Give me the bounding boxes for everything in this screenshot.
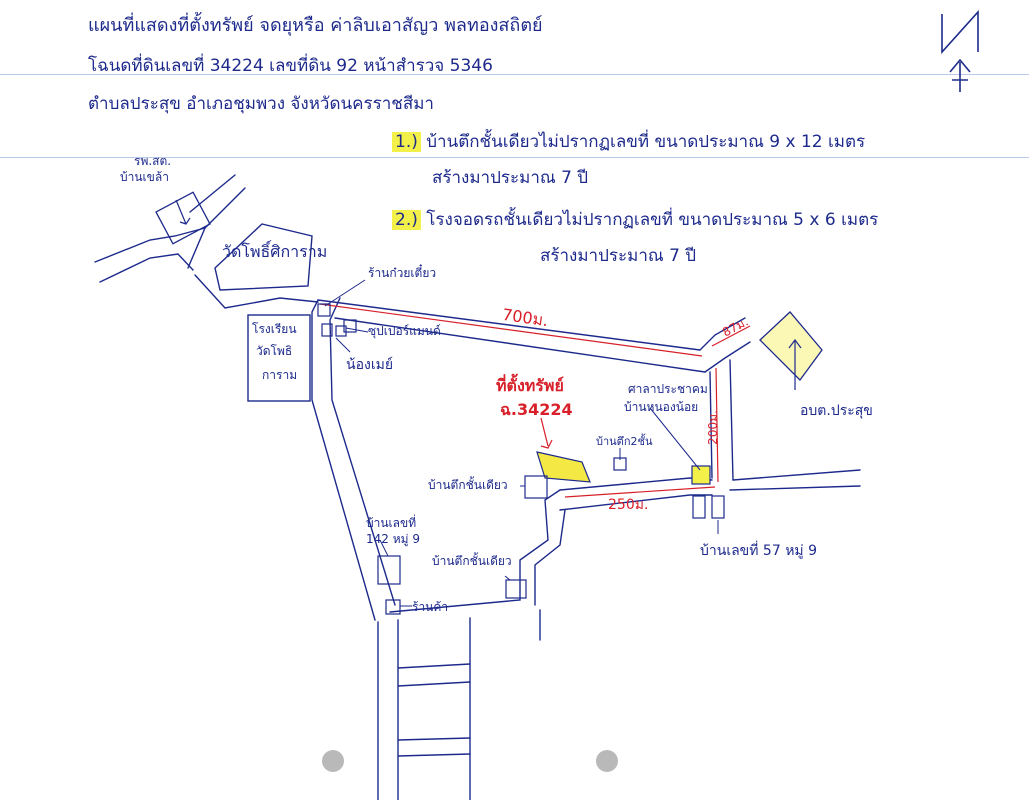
distance-200: 200ม.	[705, 410, 720, 445]
supermarket-label: ซุปเปอร์แมนด์	[368, 324, 441, 338]
note-1	[392, 128, 865, 155]
distance-700: 700ม.	[501, 304, 550, 331]
sao-label: อบต.ประสุข	[800, 403, 873, 419]
road-edge	[730, 486, 860, 490]
house-one-storey-label-2: บ้านตึกชั้นเดียว	[432, 554, 512, 568]
note-1-age: สร้างมาประมาณ 7 ปี	[432, 168, 589, 188]
village-hall-box	[692, 466, 710, 484]
nong-mei-label: น้องเมย์	[346, 357, 394, 373]
note-1-number: 1.)	[392, 132, 421, 152]
leader-line	[346, 328, 368, 332]
house-box	[525, 476, 547, 498]
road-edge	[398, 664, 470, 668]
village-hall-label-1: ศาลาประชาคม	[628, 382, 708, 396]
house-one-storey-label-1: บ้านตึกชั้นเดียว	[428, 478, 508, 492]
school-label-2: วัดโพธิ	[256, 344, 293, 358]
road-edge	[95, 228, 205, 262]
header-title: แผนที่แสดงที่ตั้งทรัพย์ จดยุหรือ ค่าลิบเอาสัญว พลทองสถิตย์	[88, 15, 543, 36]
leader-line	[336, 338, 350, 352]
village-hall-label-2: บ้านหนองน้อย	[624, 400, 699, 414]
distance-87: 87ม.	[720, 314, 751, 340]
note-2-text: โรงจอดรถชั้นเดียวไม่ปรากฏเลขที่ ขนาดประมาณ 5 x 6 เมตร	[426, 210, 879, 230]
note-2-age: สร้างมาประมาณ 7 ปี	[540, 246, 697, 266]
road-edge	[398, 738, 470, 740]
road-edge	[195, 275, 318, 308]
house-57-label: บ้านเลขที่ 57 หมู่ 9	[700, 543, 818, 559]
hospital-label-2: บ้านเขล้า	[120, 170, 169, 184]
road-edge	[100, 254, 193, 282]
arrow-icon	[176, 200, 190, 224]
two-storey-label: บ้านตึก2ชั้น	[596, 435, 653, 448]
road-edge	[398, 754, 470, 756]
temple-label: วัดโพธิ์ศิการาม	[222, 242, 328, 261]
house-142-label-1: บ้านเลขที่	[366, 516, 417, 530]
leader-line	[650, 408, 700, 470]
punch-hole	[322, 750, 344, 772]
road-edge	[535, 510, 565, 605]
road-edge	[312, 300, 375, 620]
noodle-shop-label: ร้านก๋วยเตี๋ยว	[368, 266, 437, 280]
note-2-number: 2.)	[392, 210, 421, 230]
property-label-1: ที่ตั้งทรัพย์	[496, 376, 564, 395]
road-edge	[398, 682, 470, 686]
house-box	[506, 580, 526, 598]
punch-hole	[596, 750, 618, 772]
north-arrow	[942, 12, 978, 92]
road-edge	[190, 175, 235, 212]
property-label-2: ฉ.34224	[500, 400, 573, 419]
note-1-text: บ้านตึกชั้นเดียวไม่ปรากฏเลขที่ ขนาดประมาณ 9 x 12 เมตร	[426, 132, 866, 152]
noodle-shop-box	[318, 304, 330, 316]
header-deed: โฉนดที่ดินเลขที่ 34224 เลขที่ดิน 92 หน้าสำรวจ 5346	[88, 56, 493, 76]
property-parcel	[537, 452, 590, 482]
road-edge	[733, 470, 860, 480]
road-edge	[705, 342, 750, 372]
house-57-box	[693, 496, 705, 518]
hospital-label-1: รพ.สต.	[134, 154, 172, 168]
road-edge	[330, 298, 395, 605]
house-57-box	[712, 496, 724, 518]
school-label-3: การาม	[262, 368, 298, 382]
road-edge	[730, 360, 733, 480]
house-142-label-2: 142 หมู่ 9	[366, 532, 420, 546]
leader-line	[325, 280, 365, 306]
distance-250: 250ม.	[608, 497, 649, 513]
note-2	[392, 206, 878, 233]
header-location: ตำบลประสุข อำเภอชุมพวง จังหวัดนครราชสีมา	[88, 94, 434, 114]
shop-label: ร้านค้า	[412, 600, 449, 614]
school-label-1: โรงเรียน	[252, 322, 297, 336]
